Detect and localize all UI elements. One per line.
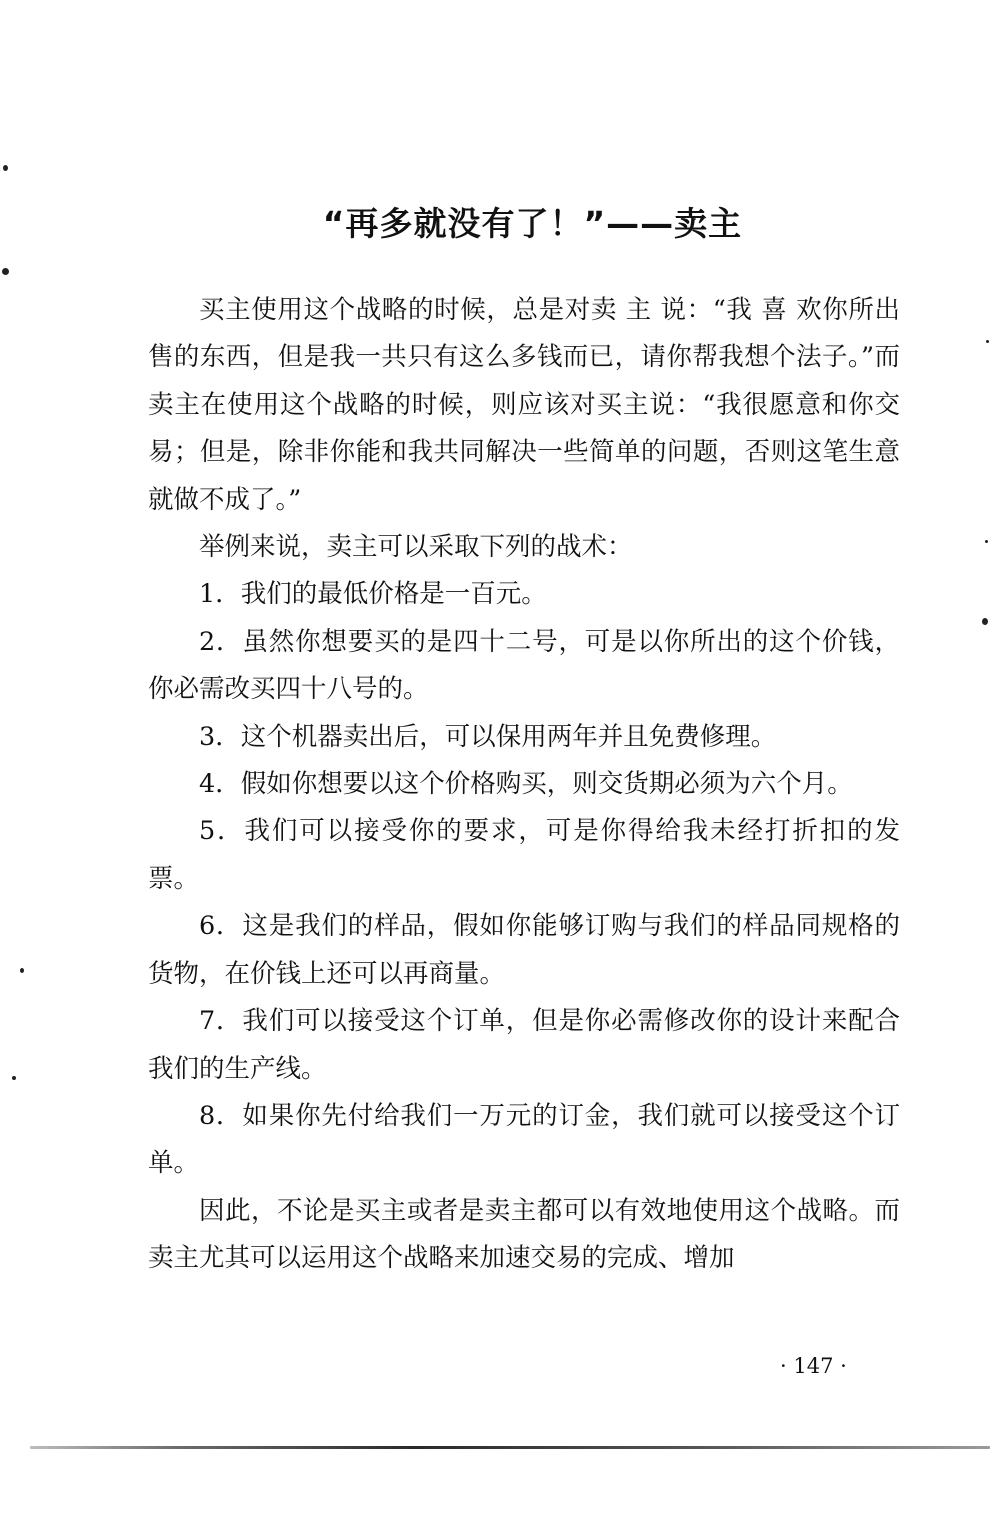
list-item: 1．我们的最低价格是一百元。 <box>199 579 547 610</box>
list-item: 4．假如你想要以这个价格购买，则交货期必须为六个月。 <box>199 769 853 800</box>
paragraph: 举例来说，卖主可以采取下列的战术： <box>199 532 633 563</box>
scan-speck <box>3 165 8 171</box>
body-text <box>148 287 900 1283</box>
page-number: · 147 · <box>780 1354 847 1378</box>
list-item: 6．这是我们的样品，假如你能够订购与我们的样品同规格的货物，在价钱上还可以再商量。 <box>148 911 900 989</box>
list-item: 2．虽然你想要买的是四十二号，可是以你所出的这个价钱，你必需改买四十八号的。 <box>148 626 900 705</box>
section-title: “再多就没有了！”——卖主 <box>322 204 743 243</box>
list-item: 5．我们可以接受你的要求，可是你得给我未经打折扣的发票。 <box>148 816 900 894</box>
list-item: 3．这个机器卖出后，可以保用两年并且免费修理。 <box>199 721 777 752</box>
paragraph: 因此，不论是买主或者是卖主都可以有效地使用这个战略。而卖主尤其可以运用这个战略来加速交易的完成、增加 <box>148 1195 900 1274</box>
scan-speck <box>985 540 988 543</box>
list-item: 8．如果你先付给我们一万元的订金，我们就可以接受这个订单。 <box>148 1100 900 1179</box>
scan-speck <box>982 618 988 625</box>
scan-speck <box>20 968 24 973</box>
scan-speck <box>986 340 989 343</box>
list-item: 7．我们可以接受这个订单，但是你必需修改你的设计来配合我们的生产线。 <box>148 1006 900 1084</box>
scan-speck <box>2 268 9 275</box>
paragraph: 买主使用这个战略的时候，总是对卖 主 说：“我 喜 欢你所出售的东西，但是我一共只有这么多钱而已，请你帮我想个法子。”而卖主在使用这个战略的时候，则应该对买主说：“我很愿意和你交易；但是，除非你能和我共同解决一些简单的问题，否则这笔生意就做不成了。” <box>148 295 900 515</box>
bottom-rule <box>30 1446 990 1449</box>
scan-speck <box>12 1076 16 1080</box>
